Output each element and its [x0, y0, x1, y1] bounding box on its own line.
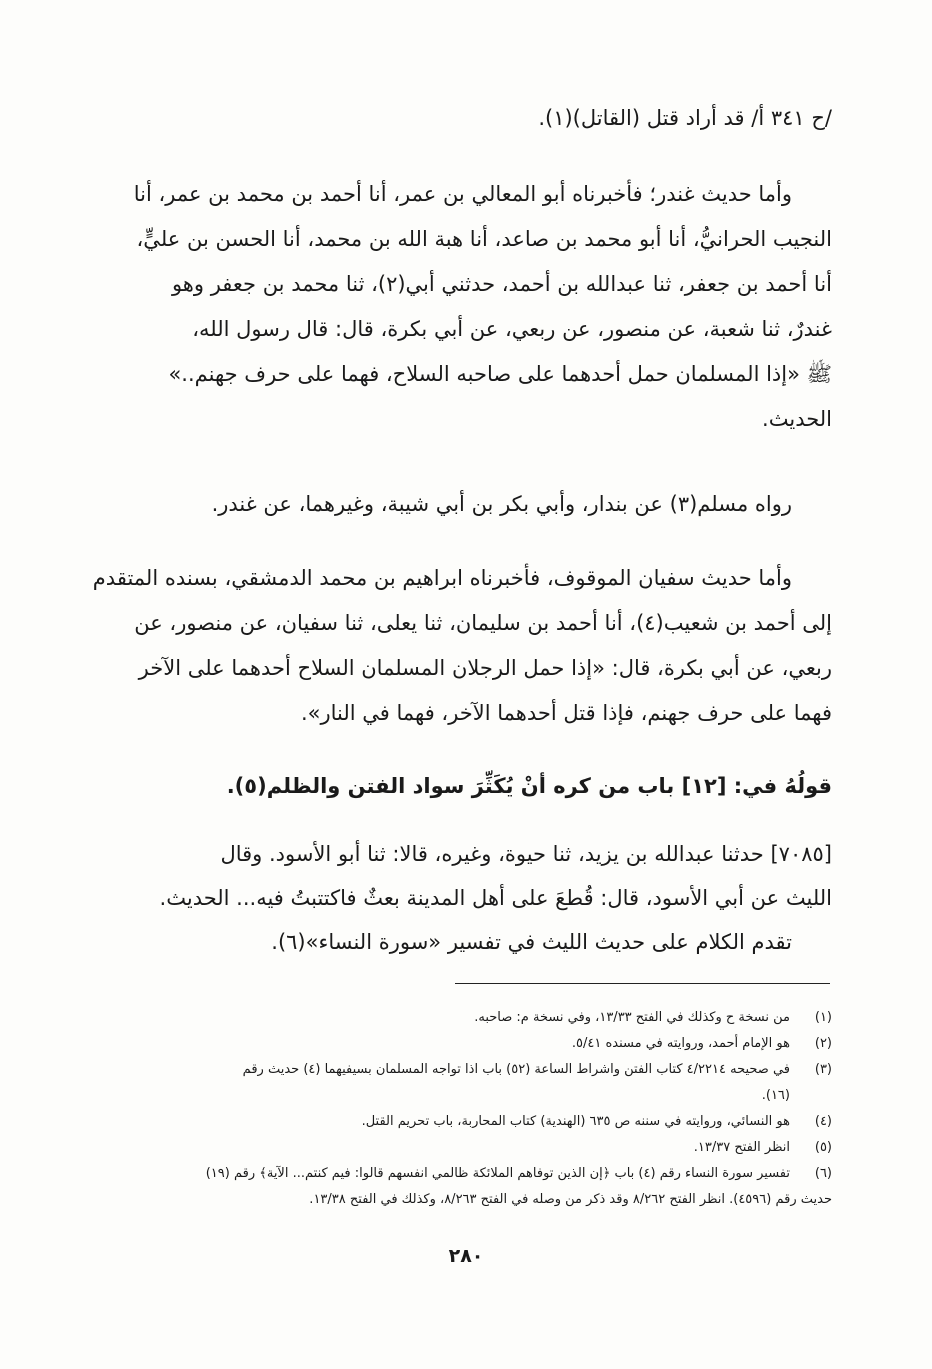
footnote-number: (١) [814, 1010, 832, 1025]
footnote-6-continuation: حديث رقم (٤٥٩٦). انظر الفتح ٨/٢٦٢ وقد ذكر من وصله في الفتح ٨/٢٦٣، وكذلك في الفتح ١٣/٣٨. [309, 1192, 832, 1207]
footnote-5 [80, 1135, 832, 1161]
text-line: تقدم الكلام على حديث الليث في تفسير «سورة النساء»(٦). [271, 930, 792, 954]
paragraph-4 [80, 764, 832, 809]
footnote-number: (٥) [814, 1140, 832, 1155]
paragraph-2 [80, 482, 832, 527]
footnote-text: في صحيحه ٤/٢٢١٤ كتاب الفتن واشراط الساعة (٥٢) باب اذا تواجه المسلمان بسيفيهما (٤) حديث رقم [242, 1062, 790, 1077]
text-line: وأما حديث سفيان الموقوف، فأخبرناه ابراهيم بن محمد الدمشقي، بسنده المتقدم [92, 566, 792, 590]
footnote-number: (٤) [814, 1114, 832, 1129]
text-line: غندرٌ، ثنا شعبة، عن منصور، عن ربعي، عن أبي بكرة، قال: قال رسول الله، [192, 317, 832, 341]
text-line: أنا أحمد بن جعفر، ثنا عبدالله بن أحمد، حدثني أبي(٢)، ثنا محمد بن جعفر وهو [171, 272, 832, 296]
footnote-text: هو الإمام أحمد، وروايته في مسنده ٥/٤١. [571, 1036, 790, 1051]
paragraph-3 [80, 556, 832, 736]
chapter-heading-line: قولُهُ في: [١٢] باب من كره أنْ يُكَثِّرَ سواد الفتن والظلم(٥). [226, 774, 832, 798]
footnote-number-spacer [790, 1083, 832, 1109]
page-number: ٢٨٠ [448, 1245, 484, 1267]
footnote-2 [80, 1031, 832, 1057]
text-line: فهما على حرف جهنم، فإذا قتل أحدهما الآخر، فهما في النار». [300, 701, 832, 725]
text-line: النجيب الحرانيُّ، أنا أبو محمد بن صاعد، أنا هبة الله بن محمد، أنا الحسن بن عليٍّ، [136, 227, 832, 251]
footnote-number: (٣) [814, 1062, 832, 1077]
footnote-text: (١٦). [761, 1088, 790, 1103]
header-line-block [80, 96, 832, 141]
footnote-number: (٦) [814, 1166, 832, 1181]
text-line: رواه مسلم(٣) عن بندار، وأبي بكر بن أبي شيبة، وغيرهما، عن غندر. [211, 492, 792, 516]
text-line: ﷺ «إذا المسلمان حمل أحدهما على صاحبه السلاح، فهما على حرف جهنم..» [168, 362, 832, 386]
footnote-text: من نسخة ح وكذلك في الفتح ١٣/٣٣، وفي نسخة م: صاحبه. [474, 1010, 790, 1025]
footnote-6 [80, 1161, 832, 1187]
footnote-text: هو النسائي، وروايته في سننه ص ٦٣٥ (الهندية) كتاب المحاربة، باب تحريم القتل. [361, 1114, 790, 1129]
footnote-separator [455, 983, 830, 984]
footnote-text: انظر الفتح ١٣/٣٧. [693, 1140, 790, 1155]
paragraph-1 [80, 172, 832, 442]
footnote-3-continuation [80, 1083, 832, 1109]
text-line: ربعي، عن أبي بكرة، قال: «إذا حمل الرجلان المسلمان السلاح أحدهما على الآخر [138, 656, 832, 680]
paragraph-5 [80, 832, 832, 964]
footnote-text: تفسير سورة النساء رقم (٤) باب ﴿إن الذين توفاهم الملائكة ظالمي انفسهم قالوا: فيم كنتم... الآية﴾ رقم (١٩) [205, 1166, 790, 1181]
footnote-4 [80, 1109, 832, 1135]
footnote-1 [80, 1005, 832, 1031]
text-line: إلى أحمد بن شعيب(٤)، أنا أحمد بن سليمان، ثنا يعلى، ثنا سفيان، عن منصور، عن [134, 611, 832, 635]
header-line: /ح ٣٤١ أ/ قد أراد قتل (القاتل)(١). [538, 106, 832, 130]
text-line: الليث عن أبي الأسود، قال: قُطعَ على أهل المدينة بعثٌ فاكتتبتُ فيه... الحديث. [159, 886, 832, 910]
text-line: [٧٠٨٥] حدثنا عبدالله بن يزيد، ثنا حيوة، وغيره، قالا: ثنا أبو الأسود. وقال [220, 842, 832, 866]
footnote-3 [80, 1057, 832, 1083]
text-line: وأما حديث غندر؛ فأخبرناه أبو المعالي بن عمر، أنا أحمد بن محمد بن عمر، أنا [133, 182, 792, 206]
footnotes [80, 1005, 832, 1213]
footnote-number: (٢) [814, 1036, 832, 1051]
text-line: الحديث. [762, 407, 832, 431]
